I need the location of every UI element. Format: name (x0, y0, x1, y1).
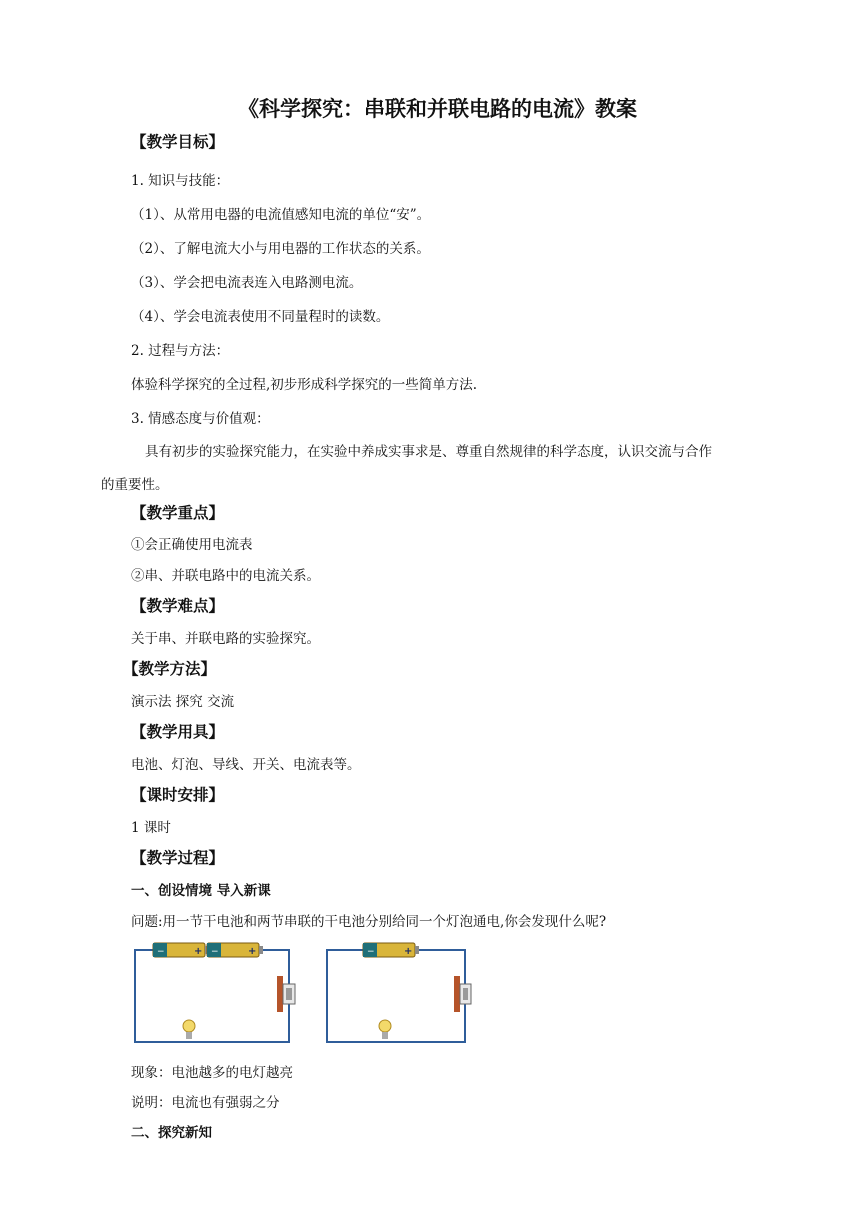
bulb-icon (379, 1020, 391, 1039)
battery-1 (153, 943, 209, 957)
knowledge-item-2: （2）、了解电流大小与用电器的工作状态的关系。 (131, 241, 430, 257)
schedule-text: 1 课时 (131, 820, 171, 836)
bulb-icon (183, 1020, 195, 1039)
battery-1-plus: + (194, 946, 203, 957)
battery-single-minus: − (367, 947, 375, 957)
battery-2-plus: + (248, 946, 257, 957)
emotion-label: 3. 情感态度与价值观： (131, 411, 270, 427)
process-label: 2. 过程与方法： (131, 343, 230, 359)
switch-icon (454, 976, 471, 1012)
emotion-text-line2: 的重要性。 (101, 477, 169, 493)
switch-icon (277, 976, 295, 1012)
circuit-one-battery-figure (323, 938, 473, 1048)
tools-text: 电池、灯泡、导线、开关、电流表等。 (131, 757, 361, 773)
difficulty-text: 关于串、并联电路的实验探究。 (131, 631, 320, 647)
circuit-wire (327, 950, 465, 1042)
knowledge-item-1: （1）、从常用电器的电流值感知电流的单位“安”。 (131, 207, 431, 223)
explanation-text: 说明：电流也有强弱之分 (131, 1095, 280, 1111)
heading-tools: 【教学用具】 (131, 723, 225, 741)
page-title: 《科学探究：串联和并联电路的电流》教案 (238, 97, 637, 121)
heading-process: 【教学过程】 (131, 849, 225, 867)
step1-heading: 一、创设情境 导入新课 (131, 883, 271, 899)
knowledge-item-3: （3）、学会把电流表连入电路测电流。 (131, 275, 363, 291)
heading-schedule: 【课时安排】 (131, 786, 225, 804)
battery-2 (207, 943, 263, 957)
knowledge-label: 1. 知识与技能： (131, 173, 230, 189)
method-text: 演示法 探究 交流 (131, 694, 235, 710)
knowledge-item-4: （4）、学会电流表使用不同量程时的读数。 (131, 309, 390, 325)
step2-heading: 二、探究新知 (131, 1125, 212, 1141)
process-text: 体验科学探究的全过程,初步形成科学探究的一些简单方法. (131, 377, 478, 393)
circuit-wire (135, 950, 289, 1042)
question-text: 问题:用一节干电池和两节串联的干电池分别给同一个灯泡通电,你会发现什么呢? (131, 914, 607, 930)
key-item-1: ①会正确使用电流表 (131, 537, 253, 553)
battery-single (363, 943, 419, 957)
heading-key: 【教学重点】 (131, 504, 225, 522)
battery-2-minus: − (211, 947, 219, 957)
heading-goal: 【教学目标】 (131, 133, 225, 151)
battery-1-minus: − (157, 947, 165, 957)
emotion-text-line1: 具有初步的实验探究能力，在实验中养成实事求是、尊重自然规律的科学态度，认识交流与合作 (145, 444, 712, 460)
phenomenon-text: 现象：电池越多的电灯越亮 (131, 1065, 293, 1081)
key-item-2: ②串、并联电路中的电流关系。 (131, 568, 320, 584)
heading-method: 【教学方法】 (123, 660, 217, 678)
heading-difficulty: 【教学难点】 (131, 597, 225, 615)
circuit-two-batteries-figure (131, 938, 301, 1048)
battery-single-plus: + (404, 946, 413, 957)
